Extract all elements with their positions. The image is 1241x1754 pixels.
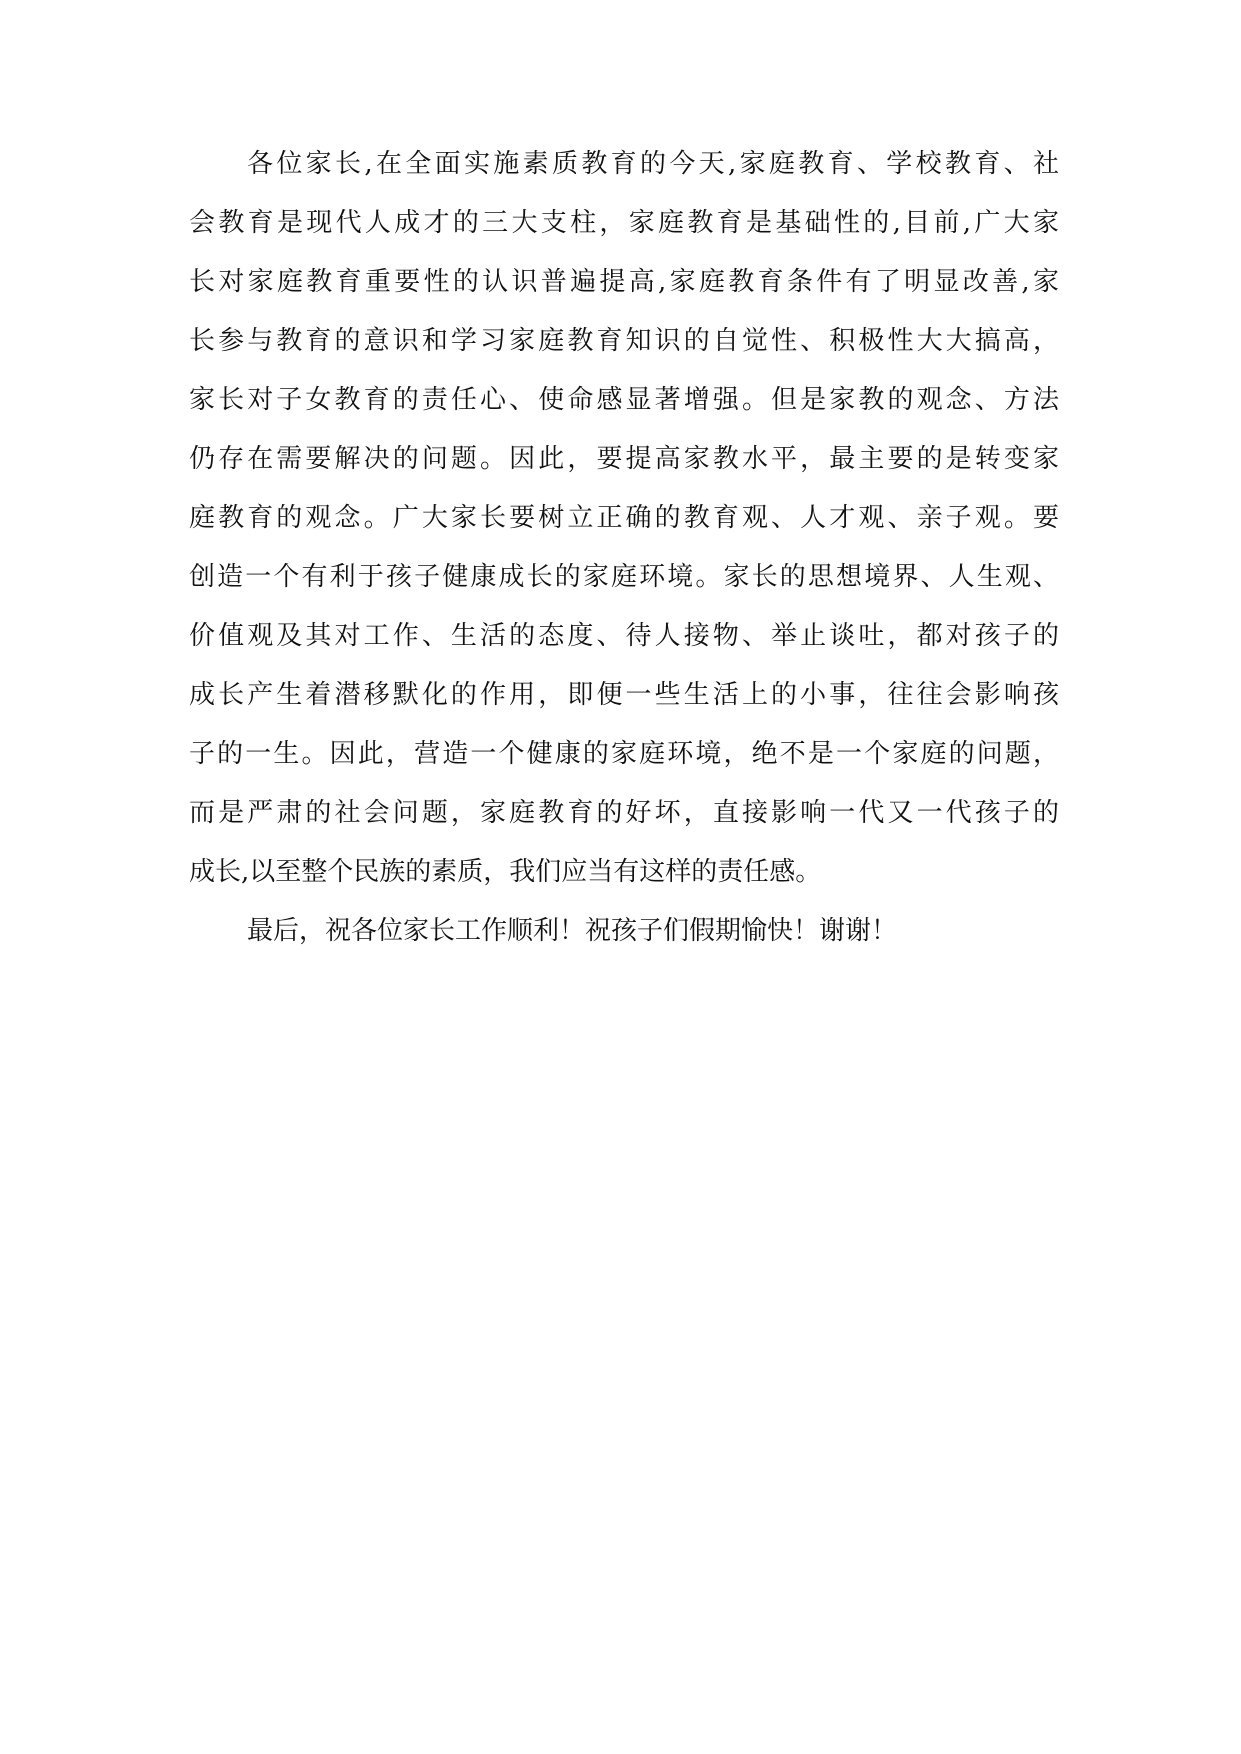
- paragraph-1-line: 各位家长,在全面实施素质教育的今天,家庭教育、学校教育、社: [247, 149, 1059, 179]
- paragraph-1-line: 成长产生着潜移默化的作用，即便一些生活上的小事，往往会影响孩: [189, 680, 1059, 710]
- paragraph-2: 最后，祝各位家长工作顺利！祝孩子们假期愉快！谢谢！: [247, 916, 898, 946]
- paragraph-1-line: 仍存在需要解决的问题。因此，要提高家教水平，最主要的是转变家: [189, 444, 1059, 474]
- paragraph-1-line: 创造一个有利于孩子健康成长的家庭环境。家长的思想境界、人生观、: [189, 562, 1059, 592]
- paragraph-1-line: 成长,以至整个民族的素质，我们应当有这样的责任感。: [189, 857, 822, 887]
- paragraph-1-line: 子的一生。因此，营造一个健康的家庭环境，绝不是一个家庭的问题，: [189, 739, 1059, 769]
- paragraph-1-line: 会教育是现代人成才的三大支柱，家庭教育是基础性的,目前,广大家: [189, 208, 1059, 238]
- paragraph-1-line: 家长对子女教育的责任心、使命感显著增强。但是家教的观念、方法: [189, 385, 1059, 415]
- paragraph-1-line: 长参与教育的意识和学习家庭教育知识的自觉性、积极性大大搞高，: [189, 326, 1059, 356]
- paragraph-1-line: 庭教育的观念。广大家长要树立正确的教育观、人才观、亲子观。要: [189, 503, 1059, 533]
- paragraph-1-line: 而是严肃的社会问题，家庭教育的好坏，直接影响一代又一代孩子的: [189, 798, 1059, 828]
- paragraph-1-line: 价值观及其对工作、生活的态度、待人接物、举止谈吐，都对孩子的: [189, 621, 1059, 651]
- paragraph-1-line: 长对家庭教育重要性的认识普遍提高,家庭教育条件有了明显改善,家: [189, 267, 1059, 297]
